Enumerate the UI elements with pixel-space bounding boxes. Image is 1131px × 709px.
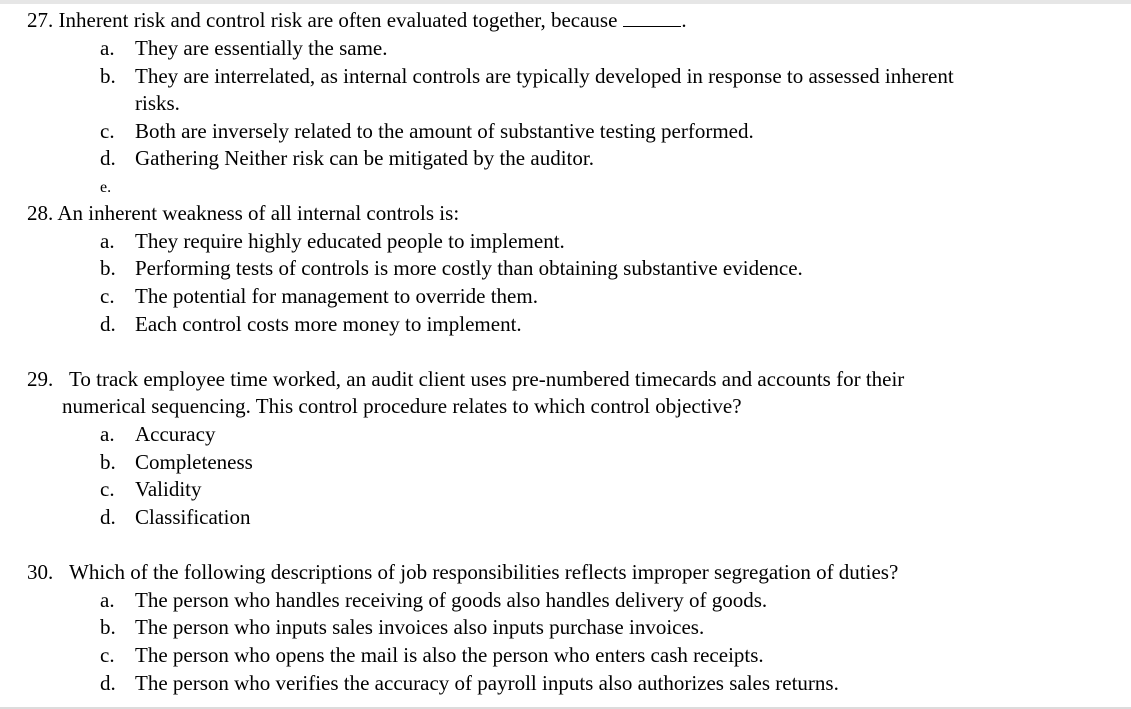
- option-letter: c.: [100, 119, 115, 143]
- question-29-stem-line: [27, 366, 904, 393]
- option-letter: d.: [100, 312, 116, 336]
- option-letter: b.: [100, 615, 116, 639]
- option-text: The person who handles receiving of goods also handles delivery of goods.: [135, 588, 768, 612]
- option-text: Both are inversely related to the amount of substantive testing performed.: [135, 119, 754, 143]
- option-text: The person who inputs sales invoices also inputs purchase invoices.: [135, 615, 705, 639]
- answer-blank: [623, 8, 681, 27]
- question-stem: An inherent weakness of all internal controls is:: [57, 201, 460, 225]
- option-letter: a.: [100, 229, 115, 253]
- option-text: Gathering Neither risk can be mitigated by the auditor.: [135, 146, 594, 170]
- option-text: Performing tests of controls is more costly than obtaining substantive evidence.: [135, 256, 803, 280]
- option-letter: a.: [100, 588, 115, 612]
- option-text: They are essentially the same.: [135, 36, 388, 60]
- option-text-continuation: risks.: [135, 91, 180, 115]
- option-text: Each control costs more money to implement.: [135, 312, 522, 336]
- question-27-stem-line: [27, 7, 687, 34]
- option-letter: c.: [100, 284, 115, 308]
- option-letter: b.: [100, 256, 116, 280]
- option-letter: c.: [100, 477, 115, 501]
- question-stem-continuation: numerical sequencing. This control procedure relates to which control objective?: [62, 394, 742, 418]
- option-letter: b.: [100, 450, 116, 474]
- question-stem: Which of the following descriptions of job responsibilities reflects improper segregation of duties?: [69, 560, 899, 584]
- option-letter: c.: [100, 643, 115, 667]
- option-text: Completeness: [135, 450, 253, 474]
- option-text: Validity: [135, 477, 202, 501]
- option-letter: d.: [100, 671, 116, 695]
- question-number: 28.: [27, 201, 54, 225]
- question-number: 29.: [27, 367, 54, 391]
- question-number: 30.: [27, 560, 54, 584]
- option-letter: a.: [100, 422, 115, 446]
- option-letter: d.: [100, 505, 116, 529]
- option-text: They require highly educated people to implement.: [135, 229, 565, 253]
- option-letter: d.: [100, 146, 116, 170]
- option-text: They are interrelated, as internal controls are typically developed in response to assessed inherent: [135, 64, 954, 88]
- question-number: 27.: [27, 8, 54, 32]
- option-text: Classification: [135, 505, 251, 529]
- option-text: The person who verifies the accuracy of payroll inputs also authorizes sales returns.: [135, 671, 839, 695]
- option-letter: b.: [100, 64, 116, 88]
- stem-suffix: .: [681, 8, 687, 32]
- option-letter: a.: [100, 36, 115, 60]
- page-top-edge: [0, 0, 1131, 4]
- option-text: The person who opens the mail is also the person who enters cash receipts.: [135, 643, 764, 667]
- option-text: The potential for management to override them.: [135, 284, 538, 308]
- question-30-stem-line: [27, 559, 898, 586]
- option-letter: e.: [100, 179, 112, 196]
- question-stem: To track employee time worked, an audit client uses pre-numbered timecards and accounts for their: [69, 367, 905, 391]
- question-29-stem-continuation: [62, 393, 742, 420]
- option-text: Accuracy: [135, 422, 216, 446]
- question-28-stem-line: [27, 200, 459, 227]
- question-stem: Inherent risk and control risk are often evaluated together, because: [58, 8, 618, 32]
